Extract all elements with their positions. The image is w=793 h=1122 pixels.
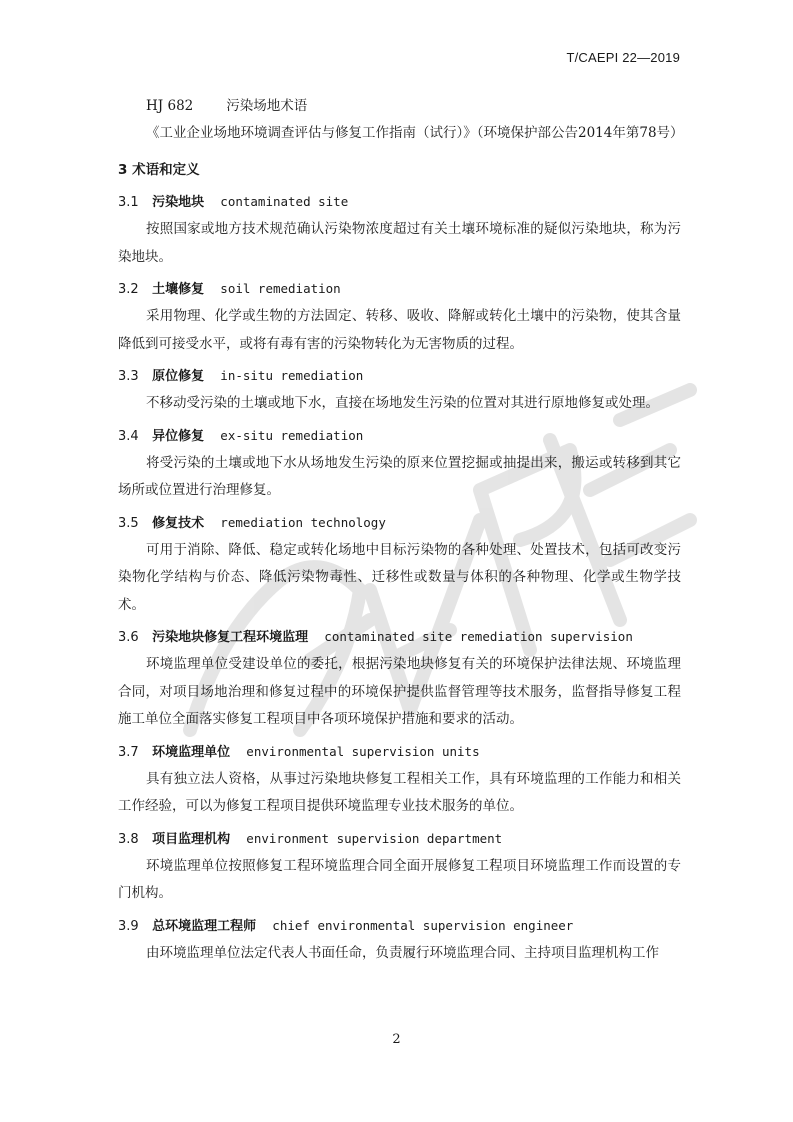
term-heading	[118, 739, 681, 766]
term-number: 3.5	[118, 515, 139, 531]
term-number: 3.1	[118, 195, 139, 210]
term-chinese: 项目监理机构	[152, 831, 231, 847]
term-entry	[118, 189, 681, 271]
term-entry	[118, 624, 681, 734]
term-definition: 将受污染的土壤或地下水从场地发生污染的原来位置挖掘或抽提出来，搬运或转移到其它场所或位置进行治理修复。	[118, 454, 681, 498]
term-heading	[118, 423, 681, 450]
term-english: contaminated site remediation supervision	[324, 629, 633, 644]
term-chinese: 污染地块	[152, 195, 205, 210]
term-definition: 由环境监理单位法定代表人书面任命，负责履行环境监理合同、主持项目监理机构工作	[146, 944, 659, 961]
document-body	[118, 93, 684, 967]
term-heading	[118, 276, 681, 303]
term-chinese: 污染地块修复工程环境监理	[152, 630, 309, 645]
term-number: 3.6	[118, 630, 139, 645]
term-definition: 具有独立法人资格，从事过污染地块修复工程相关工作，具有环境监理的工作能力和相关工作经验，可以为修复工程项目提供环境监理专业技术服务的单位。	[118, 770, 681, 814]
term-heading	[118, 624, 681, 651]
term-english: soil remediation	[220, 281, 341, 296]
term-chinese: 异位修复	[152, 428, 205, 444]
term-definition: 按照国家或地方技术规范确认污染物浓度超过有关土壤环境标准的疑似污染地块，称为污染地块。	[118, 221, 681, 265]
term-entry	[118, 913, 681, 968]
term-heading	[118, 826, 681, 853]
reference-item	[118, 93, 681, 120]
term-number: 3.9	[118, 918, 139, 934]
term-entry	[118, 363, 681, 418]
term-number: 3.3	[118, 369, 139, 384]
term-english: ex-situ remediation	[220, 427, 364, 443]
term-number: 3.2	[118, 282, 139, 297]
reference-item: 《工业企业场地环境调查评估与修复工作指南（试行）》（环境保护部公告2014年第78号）	[146, 125, 684, 141]
term-definition: 采用物理、化学或生物的方法固定、转移、吸收、降解或转化土壤中的污染物，使其含量降低到可接受水平，或将有毒有害的污染物转化为无害物质的过程。	[118, 308, 681, 352]
term-entry	[118, 276, 681, 358]
term-english: remediation technology	[220, 514, 386, 530]
term-number: 3.4	[118, 428, 139, 444]
reference-title: 污染场地术语	[226, 98, 308, 114]
page-number: 2	[392, 1032, 401, 1047]
term-heading	[118, 189, 681, 216]
term-english: environment supervision department	[246, 830, 503, 846]
term-entry	[118, 826, 681, 908]
term-definition: 不移动受污染的土壤或地下水，直接在场地发生污染的位置对其进行原地修复或处理。	[146, 395, 659, 411]
term-english: in-situ remediation	[220, 368, 364, 383]
term-english: environmental supervision units	[246, 743, 480, 759]
term-entry	[118, 739, 681, 821]
term-definition: 环境监理单位按照修复工程环境监理合同全面开展修复工程项目环境监理工作而设置的专门机构。	[118, 857, 681, 901]
term-definition: 环境监理单位受建设单位的委托，根据污染地块修复有关的环境保护法律法规、环境监理合同，对项目场地治理和修复过程中的环境保护提供监督管理等技术服务，监督指导修复工程施工单位全面落实修复工程项目中各项环境保护措施和要求的活动。	[118, 656, 681, 727]
term-heading	[118, 913, 681, 940]
term-entry	[118, 510, 681, 620]
term-chinese: 修复技术	[152, 515, 205, 531]
term-chinese: 总环境监理工程师	[152, 918, 257, 934]
term-heading	[118, 363, 681, 390]
term-number: 3.8	[118, 831, 139, 847]
reference-code: HJ 682	[146, 98, 194, 114]
term-english: contaminated site	[220, 194, 349, 209]
term-english: chief environmental supervision engineer	[272, 917, 574, 933]
term-heading	[118, 510, 681, 537]
term-definition: 可用于消除、降低、稳定或转化场地中目标污染物的各种处理、处置技术，包括可改变污染物化学结构与价态、降低污染物毒性、迁移性或数量与体积的各种物理、化学或生物学技术。	[118, 541, 681, 613]
term-chinese: 原位修复	[152, 369, 205, 384]
term-chinese: 土壤修复	[152, 282, 205, 297]
term-number: 3.7	[118, 744, 139, 760]
section-title: 3 术语和定义	[118, 162, 200, 178]
term-chinese: 环境监理单位	[152, 744, 231, 760]
term-entry	[118, 423, 681, 505]
standard-code: T/CAEPI 22—2019	[566, 50, 680, 65]
